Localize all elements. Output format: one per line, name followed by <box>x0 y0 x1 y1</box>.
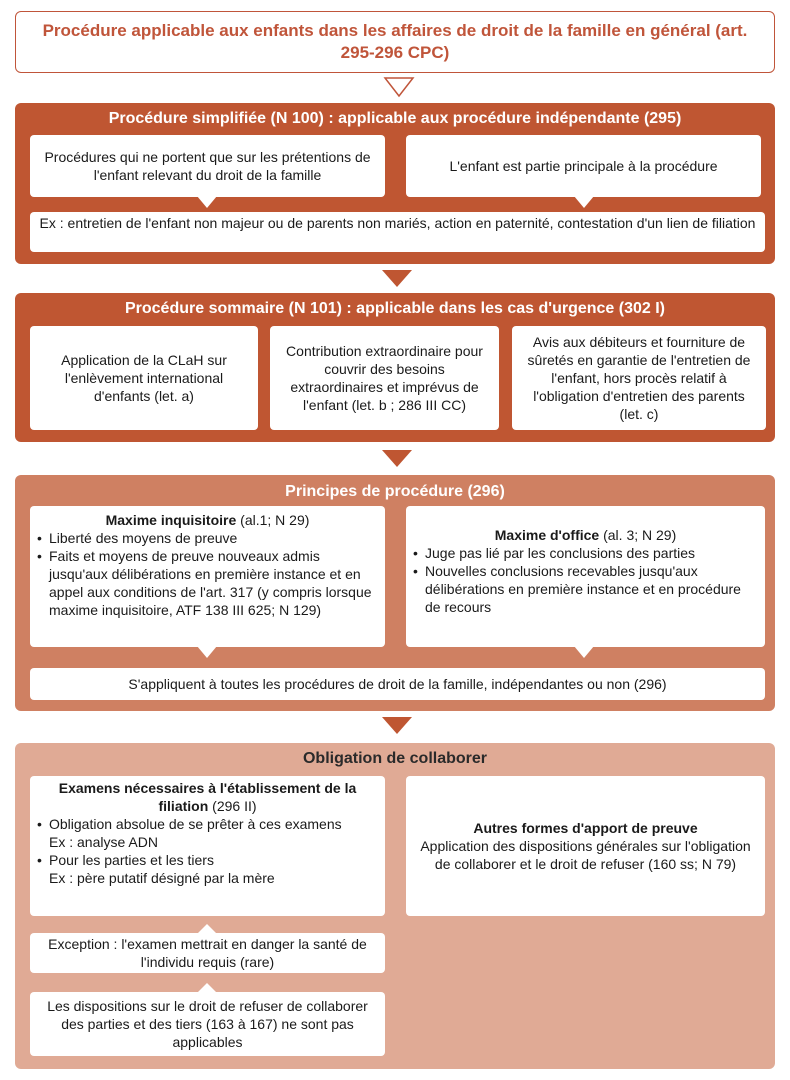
panel-heading: Principes de procédure (296) <box>285 483 505 500</box>
maxime-inquisitoire-header: Maxime inquisitoire (al.1; N 29) <box>105 512 310 528</box>
maxime-office-header: Maxime d'office (al. 3; N 29) <box>494 527 677 543</box>
arrow-down-icon <box>382 270 412 287</box>
pointer-down-icon <box>574 646 594 658</box>
box-enfant-partie-principale: L'enfant est partie principale à la procédure <box>406 135 761 197</box>
box-let-c: Avis aux débiteurs et fourniture de sûretés en garantie de l'entretien de l'enfant, hors procès relatif à l'obligation d'entretien des parents (let. c) <box>512 326 766 430</box>
box-let-b: Contribution extraordinaire pour couvrir des besoins extraordinaires et imprévus de l'enfant (let. b ; 286 III CC) <box>270 326 499 430</box>
box-autres-formes <box>406 776 765 916</box>
examens-list <box>36 815 379 833</box>
list-item: • Juge pas lié par les conclusions des parties <box>412 544 759 562</box>
box-maxime-office <box>406 506 765 647</box>
pointer-down-icon <box>197 646 217 658</box>
panel-heading: Obligation de collaborer <box>302 750 488 767</box>
box-pretentions-enfant: Procédures qui ne portent que sur les prétentions de l'enfant relevant du droit de la famille <box>30 135 385 197</box>
office-list <box>412 544 759 616</box>
panel-heading: Procédure sommaire (N 101) : applicable dans les cas d'urgence (302 I) <box>124 300 665 317</box>
inquisitoire-list <box>36 529 379 619</box>
list-item: • Nouvelles conclusions recevables jusqu'aux délibérations en première instance et en procédure de recours <box>412 562 759 616</box>
outline-arrow-icon <box>383 76 415 98</box>
list-item: • Liberté des moyens de preuve <box>36 529 379 547</box>
list-item: • Pour les parties et les tiers <box>36 851 379 869</box>
pointer-down-icon <box>197 196 217 208</box>
diagram-title: Procédure applicable aux enfants dans les affaires de droit de la famille en général (art. 295-296 CPC) <box>15 11 775 73</box>
box-dispositions: Les dispositions sur le droit de refuser de collaborer des parties et des tiers (163 à 167) ne sont pas applicables <box>30 992 385 1056</box>
arrow-down-icon <box>382 450 412 467</box>
box-principes-footer: S'appliquent à toutes les procédures de droit de la famille, indépendantes ou non (296) <box>30 668 765 700</box>
box-exception: Exception : l'examen mettrait en danger la santé de l'individu requis (rare) <box>30 933 385 973</box>
autres-formes-title: Autres formes d'apport de preuve <box>473 820 698 836</box>
arrow-down-icon <box>382 717 412 734</box>
examens-header: Examens nécessaires à l'établissement de la filiation (296 II) <box>58 780 357 814</box>
example-text: Ex : analyse ADN <box>49 834 158 850</box>
box-maxime-inquisitoire <box>30 506 385 647</box>
box-let-a: Application de la CLaH sur l'enlèvement international d'enfants (let. a) <box>30 326 258 430</box>
list-item: • Faits et moyens de preuve nouveaux admis jusqu'aux délibérations en première instance et en appel aux conditions de l'art. 317 (y compris lorsque maxime inquisitoire, ATF 138 III 625; N 129) <box>36 547 379 619</box>
list-item: • Obligation absolue de se prêter à ces examens <box>36 815 379 833</box>
pointer-down-icon <box>574 196 594 208</box>
panel-heading: Procédure simplifiée (N 100) : applicable aux procédure indépendante (295) <box>108 110 682 127</box>
example-box: Ex : entretien de l'enfant non majeur ou de parents non mariés, action en paternité, contestation d'un lien de filiation <box>30 212 765 252</box>
box-examens-filiation <box>30 776 385 916</box>
examens-list <box>36 851 379 869</box>
example-text: Ex : père putatif désigné par la mère <box>49 870 275 886</box>
autres-formes-text: Application des dispositions générales sur l'obligation de collaborer et le droit de refuser (160 ss; N 79) <box>420 838 751 872</box>
